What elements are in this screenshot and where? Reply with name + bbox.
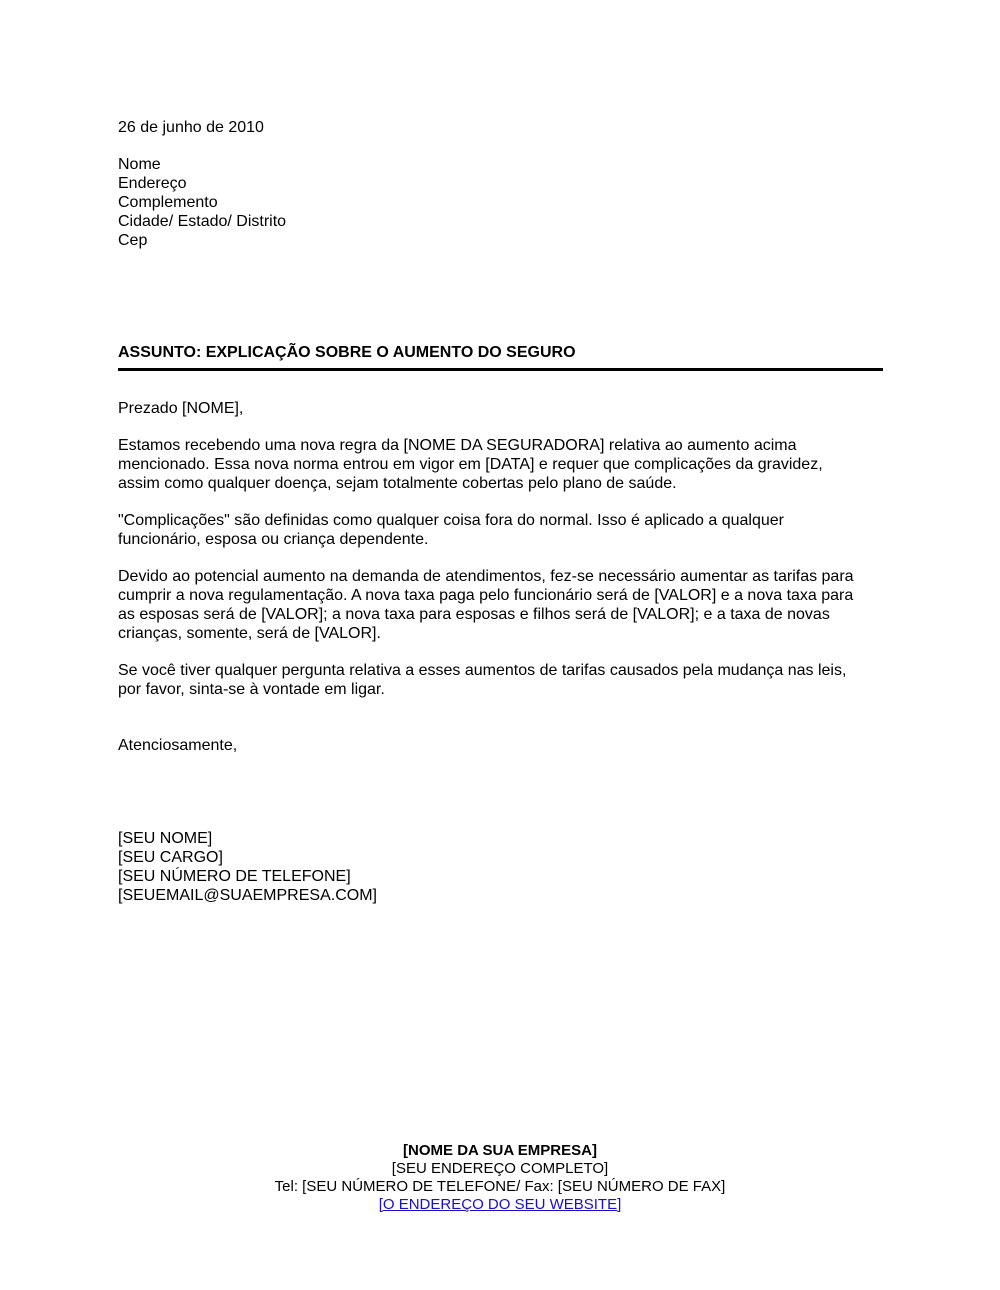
greeting-text: Prezado [NOME],: [118, 400, 244, 417]
paragraph-line: Se você tiver qualquer pergunta relativa a esses aumentos de tarifas causados pela mudança nas leis,: [118, 662, 847, 679]
paragraph-line: assim como qualquer doença, sejam totalmente cobertas pelo plano de saúde.: [118, 475, 677, 492]
closing-text: Atenciosamente,: [118, 737, 238, 754]
closing: [118, 736, 888, 755]
subject-divider: [118, 368, 883, 371]
recipient-address: [118, 155, 888, 250]
paragraph-line: crianças, somente, será de [VALOR].: [118, 625, 381, 642]
footer-company-name: [NOME DA SUA EMPRESA]: [403, 1142, 597, 1159]
recipient-zip: Cep: [118, 232, 148, 249]
signature-email: [SEUEMAIL@SUAEMPRESA.COM]: [118, 887, 377, 904]
subject-line: [118, 343, 888, 362]
body-paragraph-3: [118, 567, 888, 643]
recipient-name: Nome: [118, 156, 161, 173]
paragraph-line: por favor, sinta-se à vontade em ligar.: [118, 681, 385, 698]
date-text: 26 de junho de 2010: [118, 119, 264, 136]
body-paragraph-1: [118, 436, 888, 493]
letter-date: [118, 118, 888, 137]
paragraph-line: Devido ao potencial aumento na demanda de atendimentos, fez-se necessário aumentar as tarifas para: [118, 568, 854, 585]
paragraph-line: mencionado. Essa nova norma entrou em vigor em [DATA] e requer que complicações da gravidez,: [118, 456, 823, 473]
footer-website-link[interactable]: [O ENDEREÇO DO SEU WEBSITE]: [378, 1196, 622, 1213]
paragraph-line: "Complicações" são definidas como qualquer coisa fora do normal. Isso é aplicado a qualquer: [118, 512, 784, 529]
greeting: [118, 399, 888, 418]
subject-text: ASSUNTO: EXPLICAÇÃO SOBRE O AUMENTO DO SEGURO: [118, 344, 576, 361]
body-paragraph-2: [118, 511, 888, 549]
body-paragraph-4: [118, 661, 888, 699]
signature-phone: [SEU NÚMERO DE TELEFONE]: [118, 868, 351, 885]
paragraph-line: Estamos recebendo uma nova regra da [NOME DA SEGURADORA] relativa ao aumento acima: [118, 437, 797, 454]
recipient-complement: Complemento: [118, 194, 218, 211]
signature-block: [118, 829, 888, 905]
signature-name: [SEU NOME]: [118, 830, 213, 847]
signature-title: [SEU CARGO]: [118, 849, 223, 866]
company-footer: [0, 1142, 1000, 1214]
footer-address: [SEU ENDEREÇO COMPLETO]: [391, 1160, 609, 1177]
paragraph-line: as esposas será de [VALOR]; a nova taxa para esposas e filhos será de [VALOR]; e a taxa de novas: [118, 606, 830, 623]
footer-contact: Tel: [SEU NÚMERO DE TELEFONE/ Fax: [SEU NÚMERO DE FAX]: [274, 1178, 726, 1195]
paragraph-line: funcionário, esposa ou criança dependente.: [118, 531, 429, 548]
paragraph-line: cumprir a nova regulamentação. A nova taxa paga pelo funcionário será de [VALOR] e a nova taxa para: [118, 587, 854, 604]
recipient-city-state: Cidade/ Estado/ Distrito: [118, 213, 287, 230]
recipient-street: Endereço: [118, 175, 187, 192]
